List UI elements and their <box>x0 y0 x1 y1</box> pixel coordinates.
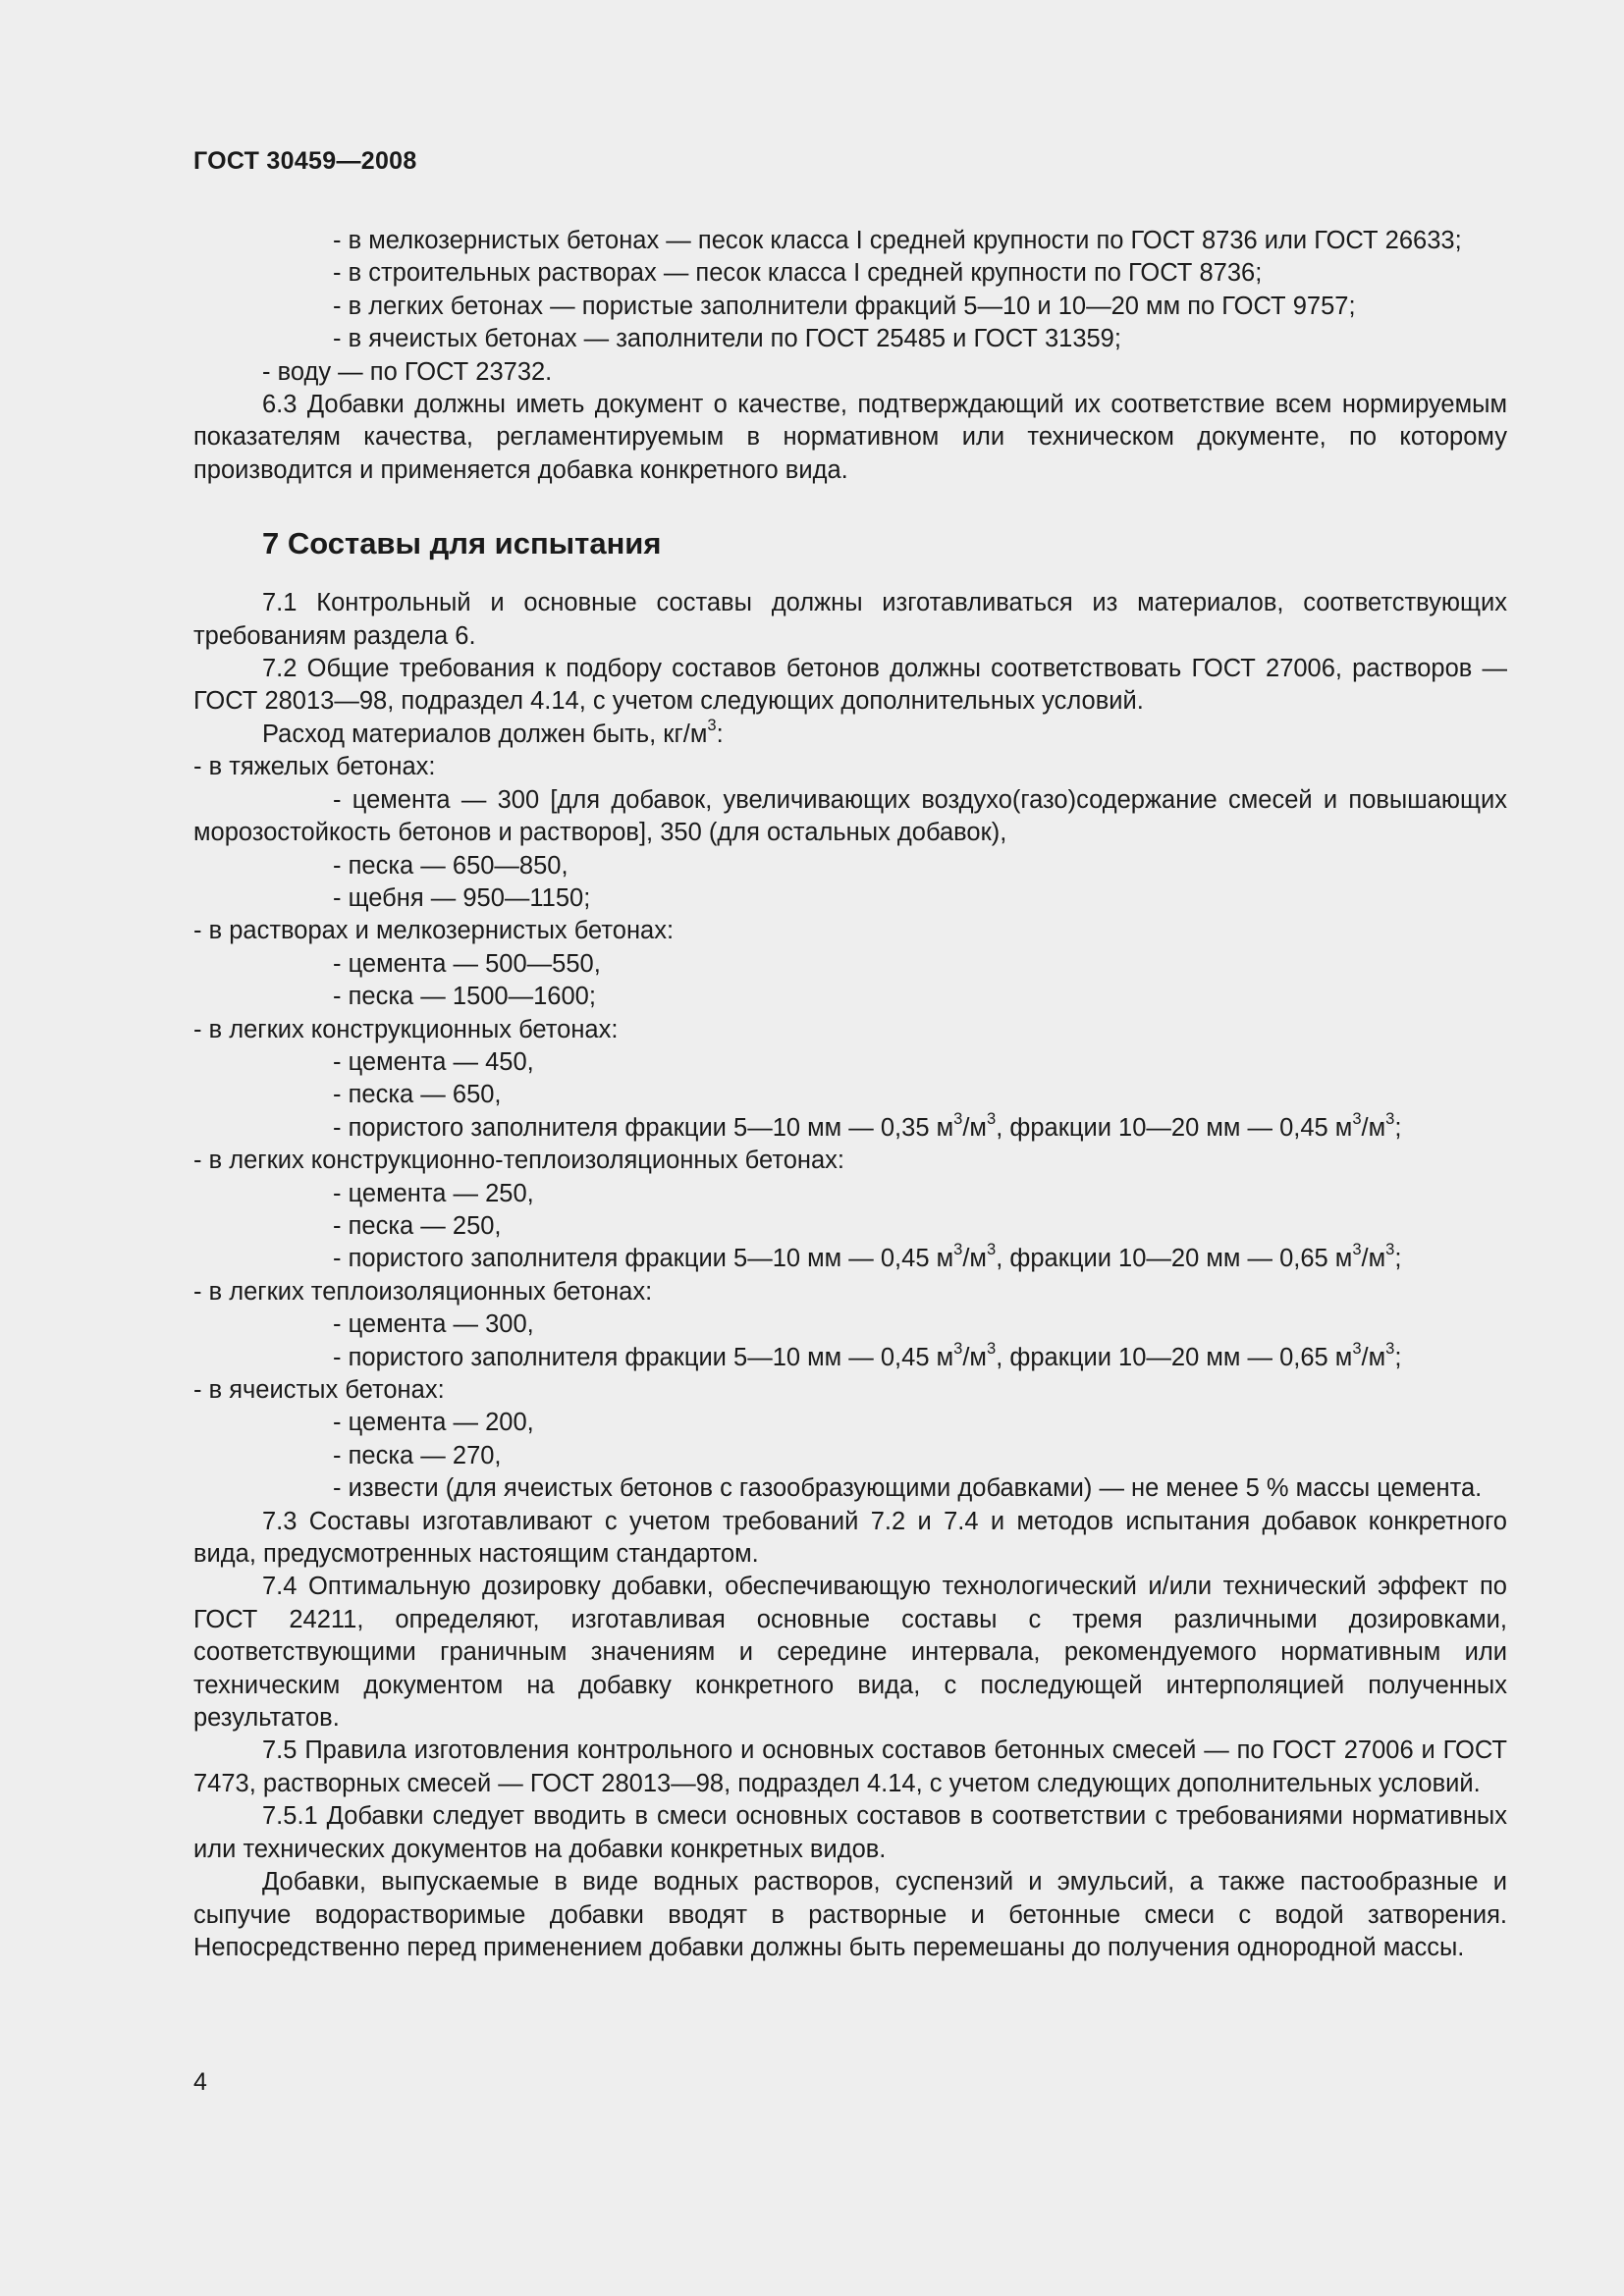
paragraph-7-3: 7.3 Составы изготавливают с учетом требований 7.2 и 7.4 и методов испытания добавок конкретного вида, предусмотренных настоящим стандартом. <box>193 1507 1507 1569</box>
cellular-cement: - цемента — 200, <box>333 1409 534 1437</box>
light-struct-cement: - цемента — 450, <box>333 1047 534 1076</box>
light-struct-title: - в легких конструкционных бетонах: <box>193 1015 619 1043</box>
document-code-header: ГОСТ 30459—2008 <box>193 147 417 175</box>
paragraph-additives: Добавки, выпускаемые в виде водных растворов, суспензий и эмульсий, а также пастообразные и сыпучие водорастворимые добавки вводят в растворные и бетонные смеси с водой затворения. Непосредственно перед применением добавки должны быть перемешаны до получения однородной массы. <box>193 1868 1507 1961</box>
paragraph-7-5-1: 7.5.1 Добавки следует вводить в смеси основных составов в соответствии с требованиями нормативных или технических документов на добавки конкретных видов. <box>193 1802 1507 1863</box>
light-struct-aggregate: - пористого заполнителя фракции 5—10 мм — 0,35 $м^3/м^3$, фракции 10—20 мм — 0,45 $м^3/м^3$; <box>333 1108 1402 1142</box>
light-insul-title: - в легких теплоизоляционных бетонах: <box>193 1277 653 1306</box>
heavy-concrete-title: - в тяжелых бетонах: <box>193 753 436 781</box>
intro-line-cellular-concrete: - в ячеистых бетонах — заполнители по ГОСТ 25485 и ГОСТ 31359; <box>333 325 1121 353</box>
light-struct-insul-cement: - цемента — 250, <box>333 1179 534 1207</box>
mortar-title: - в растворах и мелкозернистых бетонах: <box>193 917 675 945</box>
light-struct-insul-sand: - песка — 250, <box>333 1211 502 1240</box>
page-number: 4 <box>193 2068 207 2096</box>
paragraph-6-3: 6.3 Добавки должны иметь документ о качестве, подтверждающий их соответствие всем нормируемым показателям качества, регламентируемым в нормативном или техническом документе, по которому производится и применяется добавка конкретного вида. <box>193 391 1507 484</box>
cellular-lime: - извести (для ячеистых бетонов с газообразующими добавками) — не менее 5 % массы цемента. <box>333 1474 1483 1503</box>
intro-line-water: - воду — по ГОСТ 23732. <box>262 357 553 386</box>
paragraph-7-1: 7.1 Контрольный и основные составы должны изготавливаться из материалов, соответствующих требованиям раздела 6. <box>193 589 1507 650</box>
cellular-title: - в ячеистых бетонах: <box>193 1376 445 1404</box>
paragraph-7-2: 7.2 Общие требования к подбору составов бетонов должны соответствовать ГОСТ 27006, растворов — ГОСТ 28013—98, подраздел 4.14, с учетом следующих дополнительных условий. <box>193 655 1507 716</box>
consumption-intro: Расход материалов должен быть, $кг/м^3$: <box>262 715 724 748</box>
light-struct-sand: - песка — 650, <box>333 1081 502 1109</box>
section-7-title: 7 Составы для испытания <box>262 526 662 561</box>
paragraph-7-5: 7.5 Правила изготовления контрольного и основных составов бетонных смесей — по ГОСТ 27006 и ГОСТ 7473, растворных смесей — ГОСТ 28013—98, подраздел 4.14, с учетом следующих дополнительных условий. <box>193 1736 1507 1797</box>
page-body <box>193 225 1507 1964</box>
light-insul-cement: - цемента — 300, <box>333 1310 534 1339</box>
mortar-cement: - цемента — 500—550, <box>333 949 601 978</box>
light-struct-insul-title: - в легких конструкционно-теплоизоляционных бетонах: <box>193 1147 844 1175</box>
intro-line-fine-concrete: - в мелкозернистых бетонах — песок класса I средней крупности по ГОСТ 8736 или ГОСТ 26633; <box>333 227 1462 254</box>
intro-line-light-concrete: - в легких бетонах — пористые заполнители фракций 5—10 и 10—20 мм по ГОСТ 9757; <box>333 292 1356 320</box>
light-struct-insul-aggregate: - пористого заполнителя фракции 5—10 мм — 0,45 $м^3/м^3$, фракции 10—20 мм — 0,65 $м^3/м^3$; <box>333 1240 1402 1273</box>
intro-line-mortars: - в строительных растворах — песок класса I средней крупности по ГОСТ 8736; <box>333 259 1263 288</box>
heavy-gravel: - щебня — 950—1150; <box>333 883 591 912</box>
light-insul-aggregate: - пористого заполнителя фракции 5—10 мм — 0,45 $м^3/м^3$, фракции 10—20 мм — 0,65 $м^3/м^3$; <box>333 1338 1402 1371</box>
paragraph-7-4: 7.4 Оптимальную дозировку добавки, обеспечивающую технологический и/или технический эффект по ГОСТ 24211, определяют, изготавливая основные составы с тремя различными дозировками, соответствующими граничным значениям и середине интервала, рекомендуемого нормативным или техническим документом на добавку конкретного вида, с последующей интерполяцией полученных результатов. <box>193 1573 1507 1733</box>
heavy-cement: - цемента — 300 [для добавок, увеличивающих воздухо(газо)содержание смесей и повышающих морозостойкость бетонов и растворов], 350 (для остальных добавок), <box>193 785 1507 847</box>
heavy-sand: - песка — 650—850, <box>333 851 568 880</box>
mortar-sand: - песка — 1500—1600; <box>333 983 596 1011</box>
cellular-sand: - песка — 270, <box>333 1441 502 1469</box>
